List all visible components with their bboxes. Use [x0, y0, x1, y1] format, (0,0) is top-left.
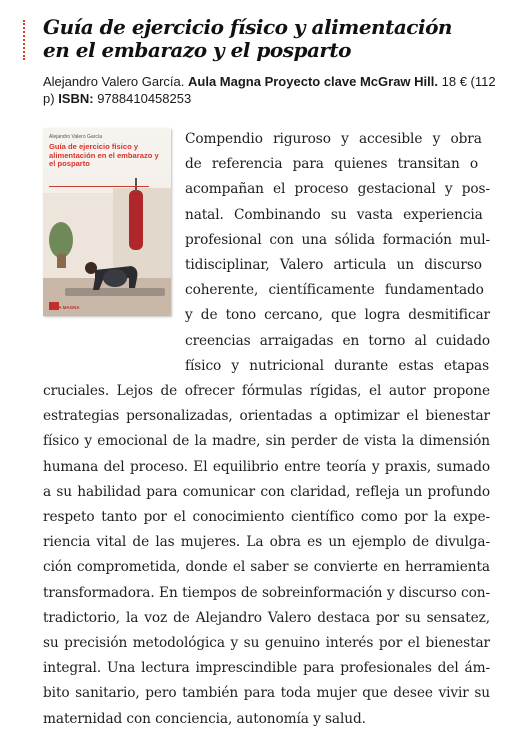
price-pages: 18 € (112 p)	[43, 74, 496, 106]
body-line: creencias arraigadas en torno al cuidado	[185, 332, 490, 349]
cover-publisher-logo: AULA MAGNA	[49, 305, 80, 310]
author-name: Alejandro Valero García.	[43, 74, 185, 89]
body-line: transformadora. En tiempos de sobreinformación y discurso con-	[43, 584, 490, 601]
cover-title: Guía de ejercicio físico y alimentación en el embarazo y el posparto	[49, 142, 159, 169]
isbn-label: ISBN:	[58, 91, 94, 106]
body-line: integral. Una lectura imprescindible para profesionales del ám-	[43, 660, 490, 677]
body-line: tidisciplinar, Valero articula un discurso	[185, 257, 482, 273]
body-line: físico y nutricional durante estas etapas	[185, 357, 490, 374]
body-line: riencia vital de las mujeres. La obra es un ejemplo de divulga-	[43, 534, 490, 551]
body-line: tradictorio, la voz de Alejandro Valero destaca por su sensatez,	[43, 609, 490, 626]
body-line: de referencia para quienes transitan o	[185, 156, 479, 173]
book-title-line-2: en el embarazo y el posparto	[43, 38, 352, 62]
body-line: ción comprometida, donde el saber se convierte en herramienta	[43, 559, 490, 576]
body-line: acompañan el proceso gestacional y pos-	[185, 181, 490, 198]
isbn-value: 9788410458253	[97, 91, 192, 106]
body-line: estrategias personalizadas, orientadas a optimizar el bienestar	[43, 408, 490, 425]
body-line: a su habilidad para comunicar con claridad, refleja un profundo	[43, 483, 490, 500]
cover-author: Alejandro Valero García	[49, 134, 102, 140]
body-line: respeto tanto por el conocimiento científico como por la expe-	[43, 509, 490, 525]
body-line: natal. Combinando su vasta experiencia	[185, 206, 483, 223]
body-line: su precisión metodológica y su genuino interés por el bienestar	[43, 635, 490, 651]
body-line: cruciales. Lejos de ofrecer fórmulas rígidas, el autor propone	[43, 383, 490, 399]
body-line: maternidad con conciencia, autonomía y salud.	[43, 710, 366, 727]
publisher-name: Aula Magna Proyecto clave McGraw Hill.	[188, 74, 438, 89]
body-line: profesional con una sólida formación mul-	[185, 231, 490, 248]
body-line: humana del proceso. El equilibrio entre teoría y praxis, sumado	[43, 458, 490, 475]
body-line: y de tono cercano, que logra desmitificar	[185, 307, 490, 324]
body-line: Compendio riguroso y accesible y obra	[185, 131, 482, 147]
book-title-line-1: Guía de ejercicio físico y alimentación	[43, 15, 452, 39]
body-line: coherente, científicamente fundamentado	[185, 282, 484, 299]
body-line: bito sanitario, pero también para toda mujer que desee vivir su	[43, 685, 490, 702]
body-line: físico y emocional de la madre, sin perder de vista la dimensión	[43, 433, 490, 450]
